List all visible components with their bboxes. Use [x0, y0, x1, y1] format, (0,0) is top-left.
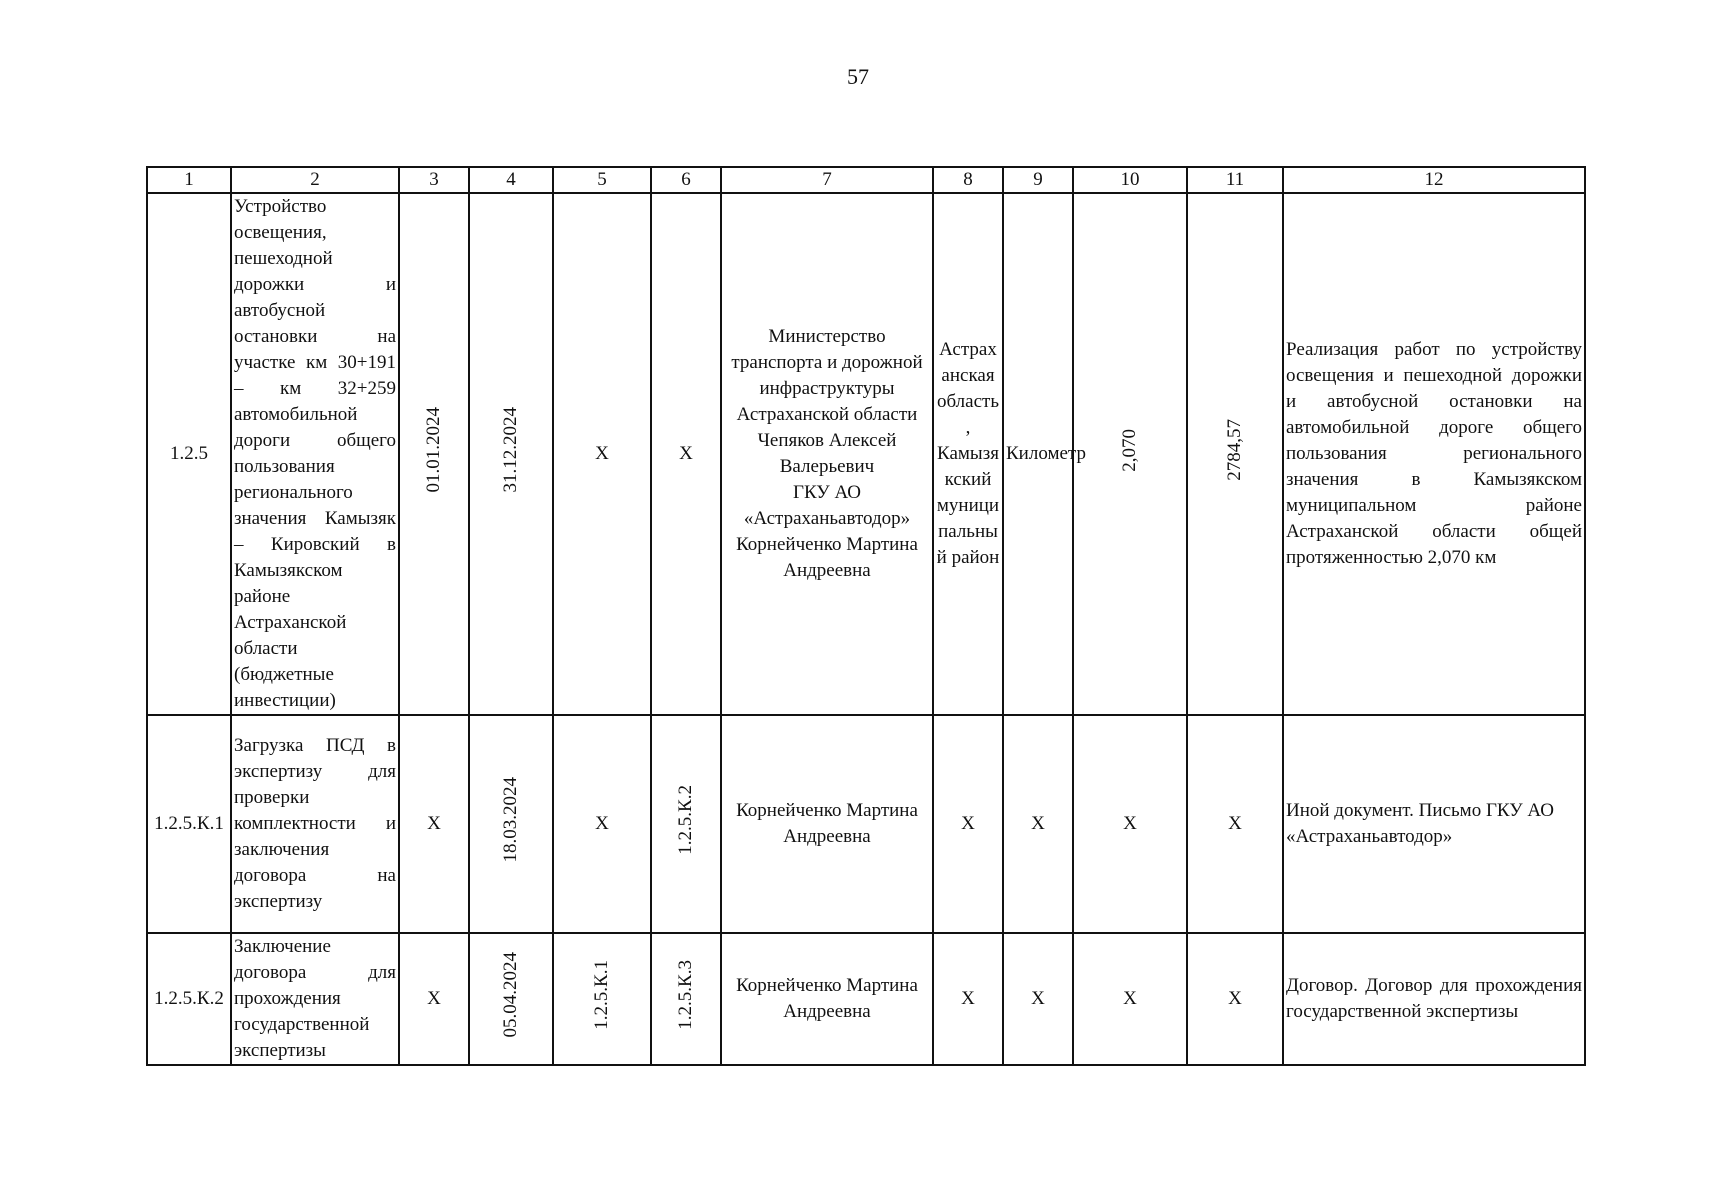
row-predecessor-cell [553, 933, 651, 1065]
row-code: 1.2.5.К.2 [147, 933, 231, 1065]
row-predecessor: X [553, 715, 651, 933]
header-col-3: 3 [399, 167, 469, 193]
row-end-date: 31.12.2024 [500, 407, 521, 493]
row-successor-cell [651, 715, 721, 933]
row-cost: X [1187, 933, 1283, 1065]
header-col-7: 7 [721, 167, 933, 193]
header-col-4: 4 [469, 167, 553, 193]
row-successor: 1.2.5.К.2 [675, 785, 696, 855]
row-successor: 1.2.5.К.3 [675, 960, 696, 1030]
header-col-8: 8 [933, 167, 1003, 193]
row-responsible: Министерство транспорта и дорожной инфраструктуры Астраханской области Чепяков Алексей Валерьевич ГКУ АО «Астраханьавтодор» Корнейченко Мартина Андреевна [721, 193, 933, 715]
table-row [147, 933, 1585, 1065]
page-number: 57 [847, 64, 869, 89]
row-successor-cell [651, 933, 721, 1065]
header-col-10: 10 [1073, 167, 1187, 193]
row-code: 1.2.5.К.1 [147, 715, 231, 933]
row-unit: Километр [1003, 193, 1073, 715]
row-unit: X [1003, 933, 1073, 1065]
header-col-9: 9 [1003, 167, 1073, 193]
header-row [147, 167, 1585, 193]
row-result: Иной документ. Письмо ГКУ АО «Астраханьавтодор» [1283, 715, 1585, 933]
table-row [147, 193, 1585, 715]
row-responsible: Корнейченко Мартина Андреевна [721, 715, 933, 933]
row-end-date-cell [469, 193, 553, 715]
row-value-cell [1073, 193, 1187, 715]
row-code: 1.2.5 [147, 193, 231, 715]
row-value: 2,070 [1119, 428, 1140, 472]
row-cost: X [1187, 715, 1283, 933]
row-responsible: Корнейченко Мартина Андреевна [721, 933, 933, 1065]
header-col-5: 5 [553, 167, 651, 193]
header-col-11: 11 [1187, 167, 1283, 193]
row-start-date: X [399, 933, 469, 1065]
row-result: Реализация работ по устройству освещения и пешеходной дорожки и автобусной остановки на автомобильной дороге общего пользования регионального значения в Камызякском муниципальном районе Астраханской области общей протяженностью 2,070 км [1283, 193, 1585, 715]
header-col-6: 6 [651, 167, 721, 193]
row-end-date-cell [469, 715, 553, 933]
row-start-date: X [399, 715, 469, 933]
header-col-12: 12 [1283, 167, 1585, 193]
row-territory: Астраханская область, Камызякский муниципальный район [933, 193, 1003, 715]
row-result: Договор. Договор для прохождения государственной экспертизы [1283, 933, 1585, 1065]
row-cost-cell [1187, 193, 1283, 715]
row-start-date: 01.01.2024 [423, 407, 444, 493]
row-successor: X [651, 193, 721, 715]
row-value: X [1073, 715, 1187, 933]
header-col-1: 1 [147, 167, 231, 193]
row-end-date: 05.04.2024 [500, 952, 521, 1038]
row-cost: 2784,57 [1224, 419, 1245, 481]
row-territory: X [933, 933, 1003, 1065]
row-end-date-cell [469, 933, 553, 1065]
row-name: Загрузка ПСД в экспертизу для проверки комплектности и заключения договора на экспертизу [231, 715, 399, 933]
header-col-2: 2 [231, 167, 399, 193]
row-start-date-cell [399, 193, 469, 715]
row-predecessor: 1.2.5.К.1 [591, 960, 612, 1030]
table-row [147, 715, 1585, 933]
row-unit: X [1003, 715, 1073, 933]
row-end-date: 18.03.2024 [500, 777, 521, 863]
plan-table [146, 166, 1586, 1066]
row-name: Устройство освещения, пешеходной дорожки и автобусной остановки на участке км 30+191 – км 32+259 автомобильной дороги общего пользования регионального значения Камызяк – Кировский в Камызякском районе Астраханской области (бюджетные инвестиции) [231, 193, 399, 715]
row-predecessor: X [553, 193, 651, 715]
row-value: X [1073, 933, 1187, 1065]
row-territory: X [933, 715, 1003, 933]
row-name: Заключение договора для прохождения государственной экспертизы [231, 933, 399, 1065]
